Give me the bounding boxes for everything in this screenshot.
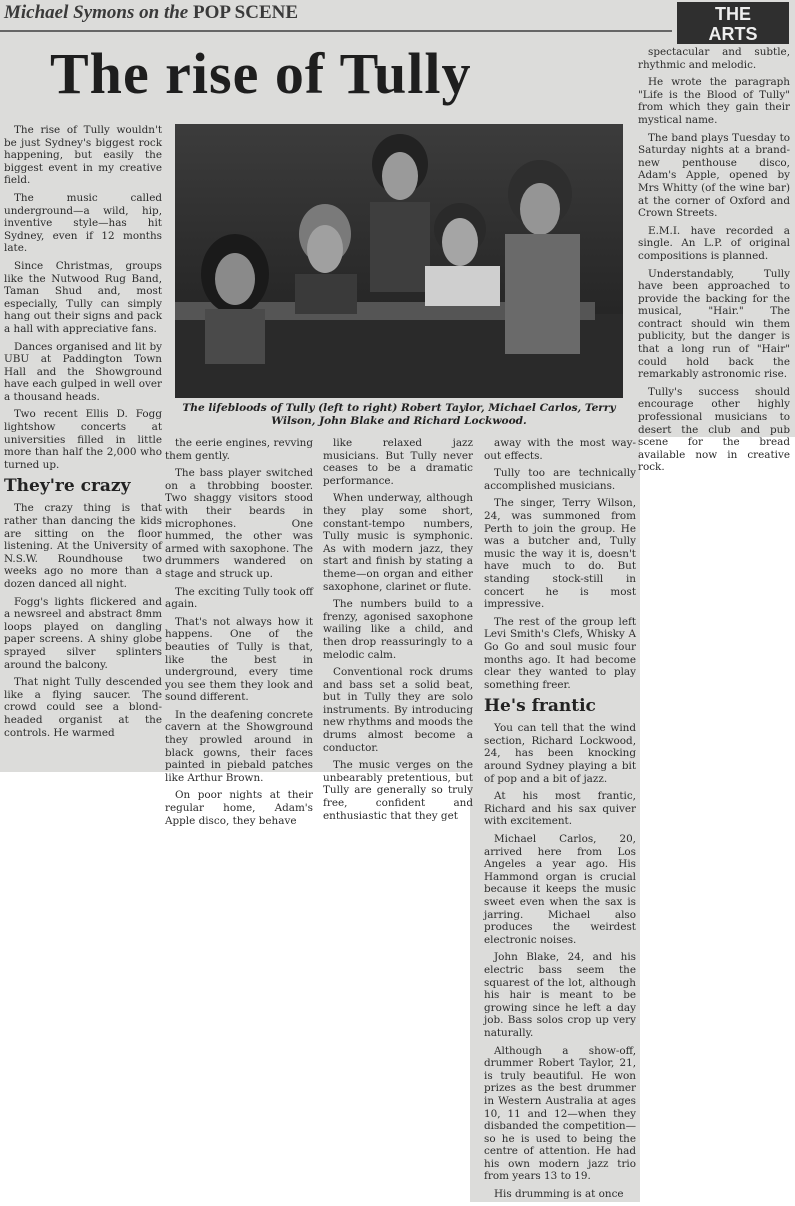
paragraph: At his most frantic, Richard and his sax quiver with excitement. xyxy=(484,790,636,828)
paragraph: spectacular and subtle, rhythmic and melodic. xyxy=(638,46,790,71)
paragraph: like relaxed jazz musicians. But Tully never ceases to be a dramatic performance. xyxy=(323,437,473,487)
paragraph: The numbers build to a frenzy, agonised saxophone wailing like a child, and then drop reassuringly to a melodic calm. xyxy=(323,598,473,661)
paragraph: John Blake, 24, and his electric bass seem the squarest of the lot, although his hair is meant to be growing since he left a day job. Bass solos crop up very naturally. xyxy=(484,951,636,1039)
paragraph: Tully too are technically accomplished musicians. xyxy=(484,467,636,492)
band-photo xyxy=(175,124,623,398)
article-column-3 xyxy=(323,437,473,827)
byline-section: POP SCENE xyxy=(192,2,299,23)
photo-caption: The lifebloods of Tully (left to right) Robert Taylor, Michael Carlos, Terry Wilson, John Blake and Richard Lockwood. xyxy=(182,402,616,427)
paragraph: away with the most way-out effects. xyxy=(484,437,636,462)
paragraph: Tully's success should encourage other highly professional musicians to desert the club and pub scene for the bread available now in creative rock. xyxy=(638,385,790,474)
paragraph: The bass player switched on a throbbing booster. Two shaggy visitors stood with their beards in microphones. One hummed, the other was armed with saxophone. The drummers wandered on stage and struck up. xyxy=(165,467,313,580)
byline-prefix: Michael Symons on the xyxy=(4,2,189,23)
paragraph: On poor nights at their regular home, Adam's Apple disco, they behave xyxy=(165,789,313,827)
paragraph: The music called underground—a wild, hip, inventive style—has hit Sydney, even if 12 months late. xyxy=(4,191,162,255)
paragraph: That night Tully descended like a flying saucer. The crowd could see a blond-headed organist at the controls. He warmed xyxy=(4,676,162,739)
paragraph: The music verges on the unbearably pretentious, but Tully are generally so truly free, confident and enthusiastic that they get xyxy=(323,759,473,822)
headline: The rise of Tully xyxy=(50,41,472,106)
subheading-theyre-crazy: They're crazy xyxy=(4,476,131,497)
subheading-hes-frantic: He's frantic xyxy=(484,696,596,717)
article-column-4 xyxy=(484,437,636,1206)
paragraph: The crazy thing is that rather than dancing the kids are sitting on the floor listening. At the University of N.S.W. Roundhouse two weeks ago no more than a dozen danced all night. xyxy=(4,502,162,590)
paragraph: He wrote the paragraph "Life is the Blood of Tully" from which they gain their mystical name. xyxy=(638,76,790,126)
paragraph: The exciting Tully took off again. xyxy=(165,585,313,611)
byline xyxy=(4,2,298,24)
paragraph: In the deafening concrete cavern at the Showground they prowled around in black gowns, their faces painted in piebald patches like Arthur Brown. xyxy=(165,708,313,784)
paragraph: Since Christmas, groups like the Nutwood Rug Band, Taman Shud and, most especially, Tully can simply hang out their signs and pack a hall with appreciative fans. xyxy=(4,259,162,335)
paragraph: Two recent Ellis D. Fogg lightshow concerts at universities filled in little more than half the 2,000 who turned up. xyxy=(4,408,162,471)
paragraph: His drumming is at once xyxy=(494,1188,624,1201)
paragraph: Dances organised and lit by UBU at Paddington Town Hall and the Showground have each gulped in well over a thousand heads. xyxy=(4,340,162,403)
masthead-rule xyxy=(0,30,672,32)
paragraph: The singer, Terry Wilson, 24, was summoned from Perth to join the group. He was a butcher and, Tully music the way it is, doesn't have much to do. But standing stock-still in concert he is most impressive. xyxy=(484,497,636,611)
article-column-5 xyxy=(638,46,790,479)
paragraph: Conventional rock drums and bass set a solid beat, but in Tully they are solo instruments. By introducing new rhythms and moods the drums almost become a conductor. xyxy=(323,666,473,754)
band-member-robert-taylor xyxy=(201,234,269,364)
article-column-2 xyxy=(165,437,313,832)
band-member-richard-lockwood xyxy=(505,160,580,354)
article-column-1 xyxy=(4,124,162,744)
section-tag xyxy=(677,2,789,44)
section-tag-line2: ARTS xyxy=(708,24,758,44)
paragraph: Fogg's lights flickered and a newsreel and abstract 8mm loops played on dangling paper screens. A shiny globe sprayed silver splinters around the balcony. xyxy=(4,595,162,671)
band-member-terry-wilson xyxy=(370,134,430,292)
paragraph: Michael Carlos, 20, arrived here from Los Angeles a year ago. His Hammond organ is crucial because it keeps the music sweet even when the sax is jarring. Michael also produces the weirdest electronic noises. xyxy=(484,833,636,946)
paragraph: You can tell that the wind section, Richard Lockwood, 24, has been knocking around Sydney playing a bit of pop and a bit of jazz. xyxy=(484,722,636,785)
paragraph: When underway, although they play some short, constant-tempo numbers, Tully music is symphonic. As with modern jazz, they start and finish by stating a theme—on organ and either saxophone, clarinet or flute. xyxy=(323,492,473,593)
paragraph: The band plays Tuesday to Saturday nights at a brand-new penthouse disco, Adam's Apple, opened by Mrs Whitty (of the wine bar) at the corner of Oxford and Crown Streets. xyxy=(638,131,790,220)
paragraph: the eerie engines, revving them gently. xyxy=(165,437,313,462)
paragraph: The rest of the group left Levi Smith's Clefs, Whisky A Go Go and soul music four months ago. It had become clear they wanted to play something freer. xyxy=(484,615,636,691)
paragraph: E.M.I. have recorded a single. An L.P. of original compositions is planned. xyxy=(638,224,790,262)
paragraph: That's not always how it happens. One of the beauties of Tully is that, like the best in underground, every time you see them they look and sound different. xyxy=(165,615,313,704)
paragraph: Understandably, Tully have been approached to provide the backing for the musical, "Hair." The contract should win them publicity, but the danger is that a long run of "Hair" could hold back the remarkably astronomic rise. xyxy=(638,267,790,381)
section-tag-line1: THE xyxy=(715,4,751,24)
paragraph: Although a show-off, drummer Robert Taylor, 21, is truly beautiful. He won prizes as the best drummer in Western Australia at ages 10, 11 and 12—when they disbanded the competition—so he is used to being the centre of attention. He had his own modern jazz trio from years 13 to 19. xyxy=(484,1044,636,1183)
paragraph: The rise of Tully wouldn't be just Sydney's biggest rock happening, but easily the biggest event in my creative field. xyxy=(4,124,162,187)
